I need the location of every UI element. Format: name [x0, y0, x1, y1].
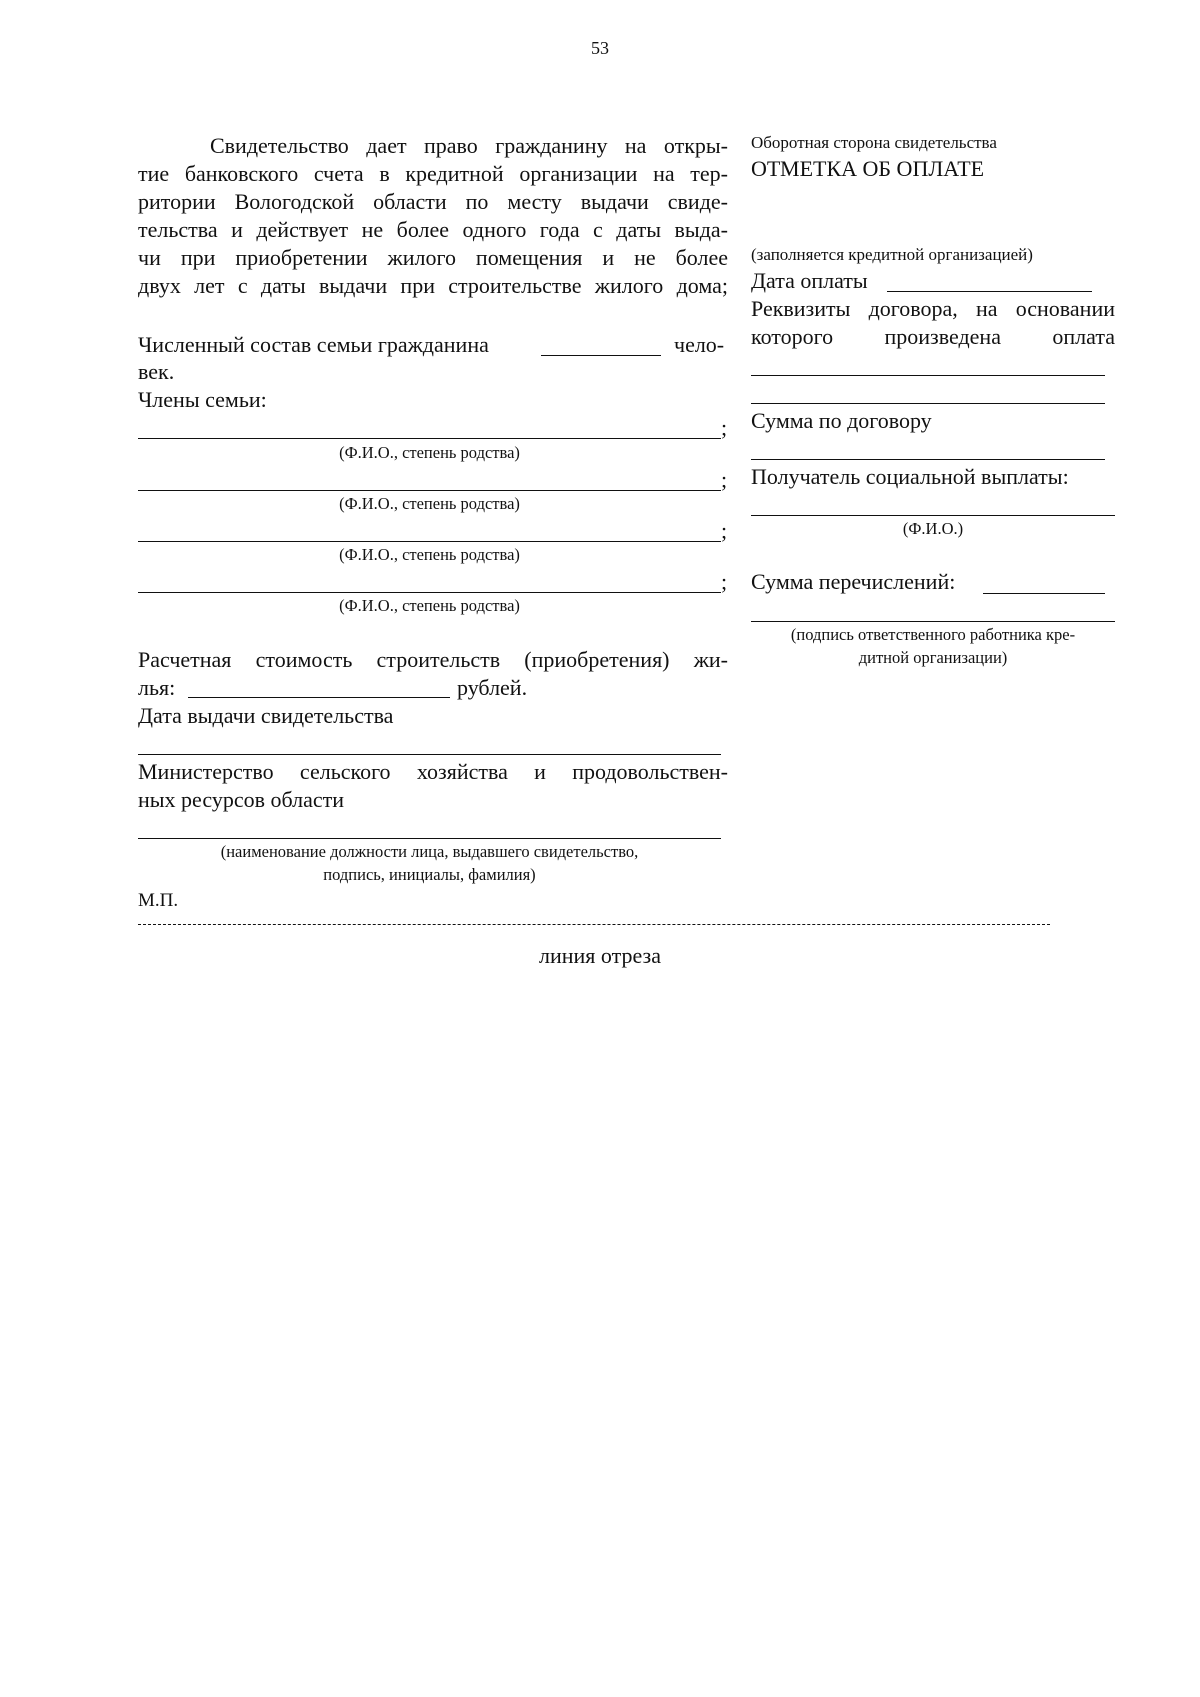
recipient-name-field[interactable]	[751, 515, 1115, 516]
transfer-sum-label: Сумма перечислений:	[751, 569, 956, 594]
contract-details-line: которого произведена оплата	[751, 324, 1115, 349]
semicolon: ;	[721, 569, 728, 594]
contract-details-line: Реквизиты договора, на основании	[751, 296, 1115, 321]
issue-date-label: Дата выдачи свидетельства	[138, 703, 394, 728]
family-count-label: Численный состав семьи гражданина	[138, 332, 489, 357]
payment-date-label: Дата оплаты	[751, 268, 868, 293]
page-number: 53	[591, 38, 609, 58]
family-count-field[interactable]	[541, 355, 661, 356]
contract-sum-label: Сумма по договору	[751, 408, 932, 433]
certificate-rights-paragraph	[138, 132, 728, 300]
paragraph-line: чи при приобретении жилого помещения и не более	[138, 245, 728, 270]
payment-mark-title: ОТМЕТКА ОБ ОПЛАТЕ	[751, 156, 985, 181]
ministry-name-line: ных ресурсов области	[138, 787, 345, 812]
family-members-label: Члены семьи:	[138, 387, 267, 412]
cut-line	[138, 924, 1050, 925]
housing-cost-line: Расчетная стоимость строительств (приобретения) жи-	[138, 647, 728, 672]
family-member-caption: (Ф.И.О., степень родства)	[339, 443, 520, 462]
housing-cost-prefix: лья:	[138, 675, 176, 700]
bank-officer-signature-caption: дитной организации)	[858, 648, 1008, 667]
family-count-unit-end: век.	[138, 359, 175, 384]
bank-officer-signature-caption: (подпись ответственного работника кре-	[790, 625, 1076, 644]
family-member-field[interactable]	[138, 438, 721, 439]
paragraph-line: тие банковского счета в кредитной организации на тер-	[138, 161, 728, 186]
semicolon: ;	[721, 518, 728, 543]
paragraph-line: тельства и действует не более одного года с даты выда-	[138, 217, 728, 242]
semicolon: ;	[721, 415, 728, 440]
official-signature-caption: (наименование должности лица, выдавшего свидетельство,	[220, 842, 639, 861]
bank-officer-signature-field[interactable]	[751, 621, 1115, 622]
family-member-caption: (Ф.И.О., степень родства)	[339, 596, 520, 615]
recipient-caption: (Ф.И.О.)	[902, 519, 964, 538]
family-member-field[interactable]	[138, 592, 721, 593]
cut-line-label: линия отреза	[539, 943, 661, 968]
family-member-field[interactable]	[138, 541, 721, 542]
semicolon: ;	[721, 467, 728, 492]
paragraph-line: Свидетельство дает право гражданину на откры-	[210, 133, 728, 158]
family-member-caption: (Ф.И.О., степень родства)	[339, 494, 520, 513]
housing-cost-field[interactable]	[188, 697, 450, 698]
filled-by-note: (заполняется кредитной организацией)	[751, 245, 1033, 264]
official-signature-field[interactable]	[138, 838, 721, 839]
issue-date-field[interactable]	[138, 754, 721, 755]
family-count-unit: чело-	[674, 332, 725, 357]
ministry-name-line: Министерство сельского хозяйства и продовольствен-	[138, 759, 728, 784]
official-signature-caption: подпись, инициалы, фамилия)	[323, 865, 536, 884]
contract-details-field[interactable]	[751, 375, 1105, 376]
transfer-sum-field[interactable]	[983, 593, 1105, 594]
stamp-mark: М.П.	[138, 890, 179, 911]
recipient-label: Получатель социальной выплаты:	[751, 464, 1069, 489]
contract-details-field[interactable]	[751, 403, 1105, 404]
paragraph-line: ритории Вологодской области по месту выдачи свиде-	[138, 189, 728, 214]
family-member-field[interactable]	[138, 490, 721, 491]
housing-cost-suffix: рублей.	[457, 675, 528, 700]
paragraph-line: двух лет с даты выдачи при строительстве жилого дома;	[138, 273, 728, 298]
back-side-label: Оборотная сторона свидетельства	[751, 133, 997, 152]
family-member-caption: (Ф.И.О., степень родства)	[339, 545, 520, 564]
payment-date-field[interactable]	[887, 291, 1092, 292]
contract-sum-field[interactable]	[751, 459, 1105, 460]
